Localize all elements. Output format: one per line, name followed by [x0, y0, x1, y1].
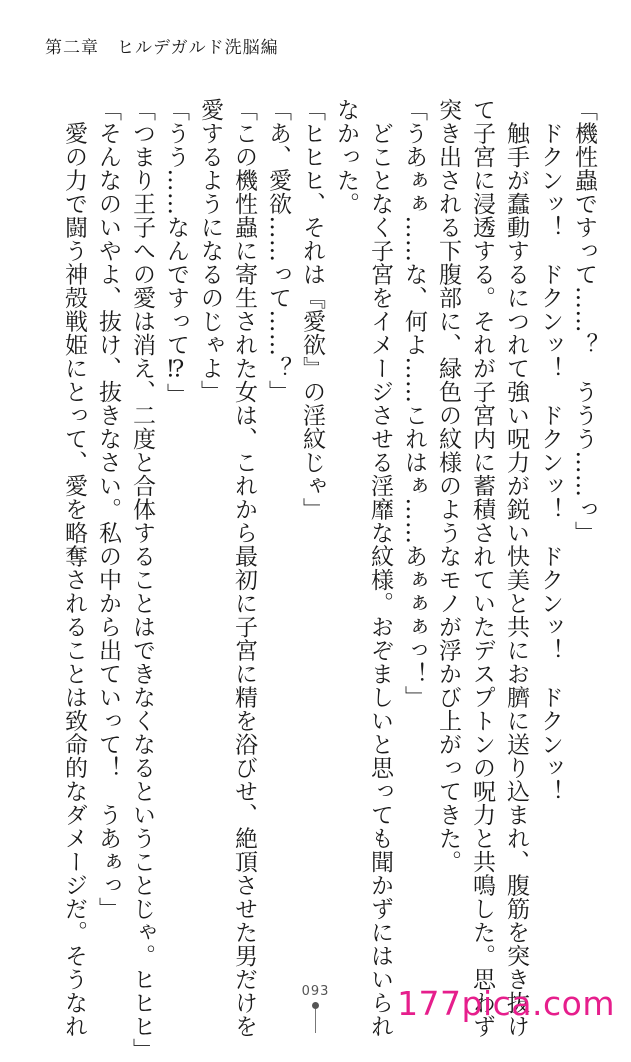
text-line: 「そんなのいやよ、抜け、抜きなさい。私の中から出ていって！ うあぁっ」	[95, 98, 121, 921]
page-marker-dot	[312, 1002, 319, 1009]
chapter-label: 第二章	[45, 38, 99, 58]
text-line: 「うあぁぁ……な、何よ……これはぁ……あぁぁぁっ！」	[401, 98, 427, 709]
text-line: 「あ、愛欲……って……？」	[265, 98, 291, 404]
text-line: ドクンッ！ ドクンッ！ ドクンッ！ ドクンッ！ ドクンッ！	[537, 98, 563, 803]
text-line: どことなく子宮をイメージさせる淫靡な紋様。おぞましいと思っても聞かずにはいられ	[367, 98, 393, 1038]
text-line: なかった。	[333, 98, 359, 216]
page-number: 093	[301, 984, 330, 999]
text-line: 「ヒヒヒ、それは『愛欲』の淫紋じゃ」	[299, 98, 325, 521]
running-header	[45, 33, 279, 58]
text-line: 「機性蟲ですって……？ ううう……っ」	[571, 98, 597, 545]
text-line: 突き出される下腹部に、緑色の紋様のようなモノが浮かび上がってきた。	[435, 98, 461, 874]
text-line: 愛の力で闘う神殻戦姫にとって、愛を略奪されることは致命的なダメージだ。そうなれ	[61, 98, 87, 1038]
page-marker-rule	[315, 1009, 316, 1033]
chapter-title: ヒルデガルド洗脳編	[117, 38, 279, 58]
text-line: て子宮に浸透する。それが子宮内に蓄積されていたデスプトンの呪力と共鳴した。思わず	[469, 98, 495, 1038]
watermark: 177pica.com	[397, 984, 615, 1023]
text-line: 「つまり王子への愛は消え、二度と合体することはできなくなるということじゃ。ヒヒヒ」	[129, 98, 155, 1062]
text-line: 触手が蠢動するにつれて強い呪力が鋭い快美と共にお臍に送り込まれ、腹筋を突き抜け	[503, 98, 529, 1038]
text-line: 愛するようになるのじゃよ」	[197, 98, 223, 404]
text-line: 「うう……なんですって⁉」	[163, 98, 189, 407]
text-line: 「この機性蟲に寄生された女は、これから最初に子宮に精を浴びせ、絶頂させた男だけを	[231, 98, 257, 1038]
